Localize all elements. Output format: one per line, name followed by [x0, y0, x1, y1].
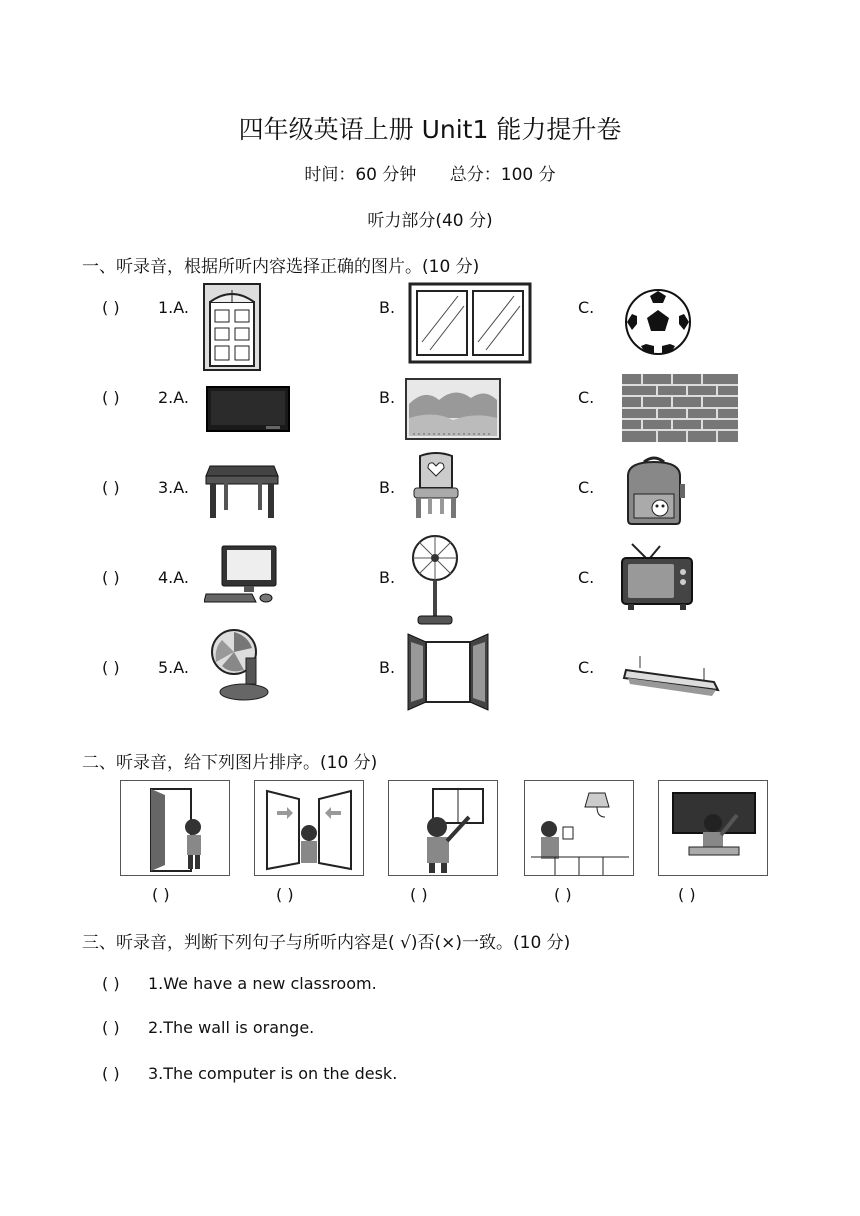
- answer-blank[interactable]: ( ): [102, 974, 120, 993]
- option-b-label: B.: [379, 568, 396, 587]
- order-blank[interactable]: ( ): [678, 885, 696, 904]
- light-icon: [622, 654, 722, 704]
- clean-blackboard-scene: [658, 780, 768, 876]
- option-c-label: C.: [578, 388, 595, 407]
- question-number: 4.A.: [158, 568, 190, 587]
- option-c-label: C.: [578, 478, 595, 497]
- open-door-scene: [120, 780, 230, 876]
- order-blank[interactable]: ( ): [276, 885, 294, 904]
- standing-fan-icon: [404, 534, 466, 626]
- schoolbag-icon: [622, 454, 686, 526]
- section2-heading: 二、听录音，给下列图片排序。(10 分): [82, 753, 378, 773]
- exam-meta: [0, 160, 860, 185]
- order-blank[interactable]: ( ): [410, 885, 428, 904]
- judgement-item: [102, 974, 377, 993]
- question-row-2: [0, 372, 860, 452]
- door-icon: [202, 282, 262, 372]
- option-b-label: B.: [379, 478, 396, 497]
- answer-blank[interactable]: ( ): [102, 478, 120, 497]
- question-row-4: [0, 552, 860, 632]
- page-title: 四年级英语上册 Unit1 能力提升卷: [238, 115, 622, 144]
- judgement-sentence: 2.The wall is orange.: [148, 1018, 315, 1037]
- desk-fan-icon: [208, 628, 270, 702]
- computer-icon: [204, 544, 280, 604]
- option-c-label: C.: [578, 298, 595, 317]
- turn-on-light-scene: [524, 780, 634, 876]
- question-row-1: [0, 282, 860, 362]
- answer-blank[interactable]: ( ): [102, 1064, 120, 1083]
- answer-blank[interactable]: ( ): [102, 658, 120, 677]
- blackboard-icon: [206, 386, 290, 432]
- judgement-item: [102, 1018, 315, 1037]
- judgement-sentence: 1.We have a new classroom.: [148, 974, 377, 993]
- section3-heading: 三、听录音，判断下列句子与所听内容是( √)否(×)一致。(10 分): [82, 933, 571, 953]
- picture-icon: [405, 378, 501, 440]
- window-icon: [408, 282, 532, 364]
- desk-icon: [204, 460, 280, 520]
- option-c-label: C.: [578, 658, 595, 677]
- question-row-3: [0, 462, 860, 542]
- chair-icon: [406, 452, 466, 522]
- open-window-scene: [254, 780, 364, 876]
- option-b-label: B.: [379, 658, 396, 677]
- answer-blank[interactable]: ( ): [102, 568, 120, 587]
- football-icon: [624, 288, 692, 356]
- question-row-5: [0, 642, 860, 722]
- clean-window-scene: [388, 780, 498, 876]
- judgement-sentence: 3.The computer is on the desk.: [148, 1064, 398, 1083]
- time-limit: 时间：60 分钟: [304, 165, 417, 185]
- option-b-label: B.: [379, 298, 396, 317]
- wall-icon: [622, 374, 738, 442]
- answer-blank[interactable]: ( ): [102, 388, 120, 407]
- answer-blank[interactable]: ( ): [102, 298, 120, 317]
- section1-heading: 一、听录音，根据所听内容选择正确的图片。(10 分): [82, 257, 480, 277]
- judgement-item: [102, 1064, 398, 1083]
- tv-icon: [620, 542, 696, 612]
- open-window-icon: [406, 632, 490, 712]
- answer-blank[interactable]: ( ): [102, 1018, 120, 1037]
- question-number: 2.A.: [158, 388, 190, 407]
- option-c-label: C.: [578, 568, 595, 587]
- order-blank[interactable]: ( ): [152, 885, 170, 904]
- option-b-label: B.: [379, 388, 396, 407]
- order-blank[interactable]: ( ): [554, 885, 572, 904]
- question-number: 3.A.: [158, 478, 190, 497]
- question-number: 5.A.: [158, 658, 190, 677]
- listening-part-title: 听力部分(40 分): [367, 211, 493, 231]
- question-number: 1.A.: [158, 298, 190, 317]
- total-score: 总分：100 分: [449, 165, 556, 185]
